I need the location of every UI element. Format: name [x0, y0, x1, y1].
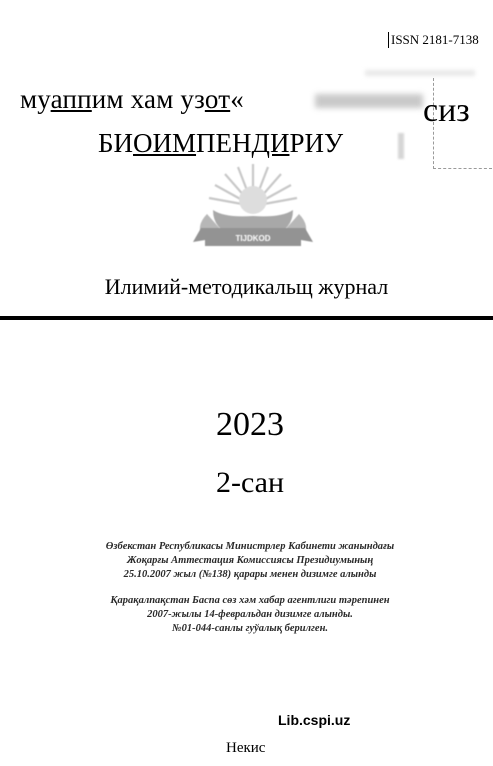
registration-line: 2007-жылы 14-февральдан дизимге алынды.: [147, 609, 353, 620]
horizontal-rule: [0, 316, 493, 320]
registration-line: №01-044-санлы гуўалық берилген.: [171, 623, 329, 634]
title-2-part-d: ДИ: [251, 128, 290, 158]
title-1-part-b: апп: [50, 84, 92, 114]
sunburst-emblem-icon: [183, 160, 323, 252]
registration-line: 25.10.2007 жыл (№138) қарары менен дизимге алынды: [123, 569, 377, 580]
registration-line: Қарақалпақстан Баспа сөз хәм хабар агентлиги тәрепинен: [110, 595, 390, 606]
registration-block-2: [60, 594, 440, 636]
journal-issue: 2-сан: [215, 466, 285, 499]
text-cursor-artifact: [398, 133, 404, 159]
registration-line: Жоқарғы Аттестация Комиссиясы Президиумының: [126, 555, 374, 566]
title-line-1-tail: сиз: [423, 92, 470, 129]
title-1-part-d: от: [204, 84, 231, 114]
website-link[interactable]: Lib.cspi.uz: [278, 712, 351, 728]
title-2-part-a: БИ: [98, 128, 134, 158]
registration-block-1: [60, 540, 440, 582]
title-1-part-a: му: [20, 84, 51, 114]
title-2-part-c: ПЕН: [196, 128, 252, 158]
title-line-1: [20, 84, 244, 115]
title-2-part-e: Р: [289, 128, 305, 158]
emblem-ribbon-text: TIJDKOD: [235, 234, 271, 243]
journal-subtitle: Илимий-методикальщ журнал: [104, 274, 389, 299]
title-blurred-segment: [315, 94, 423, 108]
title-1-part-e: «: [230, 84, 244, 114]
issn-number: ISSN 2181-7138: [388, 32, 479, 48]
title-line-2: [98, 128, 343, 159]
journal-year: 2023: [216, 406, 284, 443]
title-1-part-c: им хам уз: [91, 84, 205, 114]
publication-city: Некис: [226, 740, 266, 756]
registration-line: Өзбекстан Республикасы Министрлер Кабинети жанындағы: [105, 541, 395, 552]
title-2-part-b: ОИМ: [133, 128, 197, 158]
title-2-part-f: ИУ: [304, 128, 344, 158]
faint-artifact: [365, 70, 475, 76]
